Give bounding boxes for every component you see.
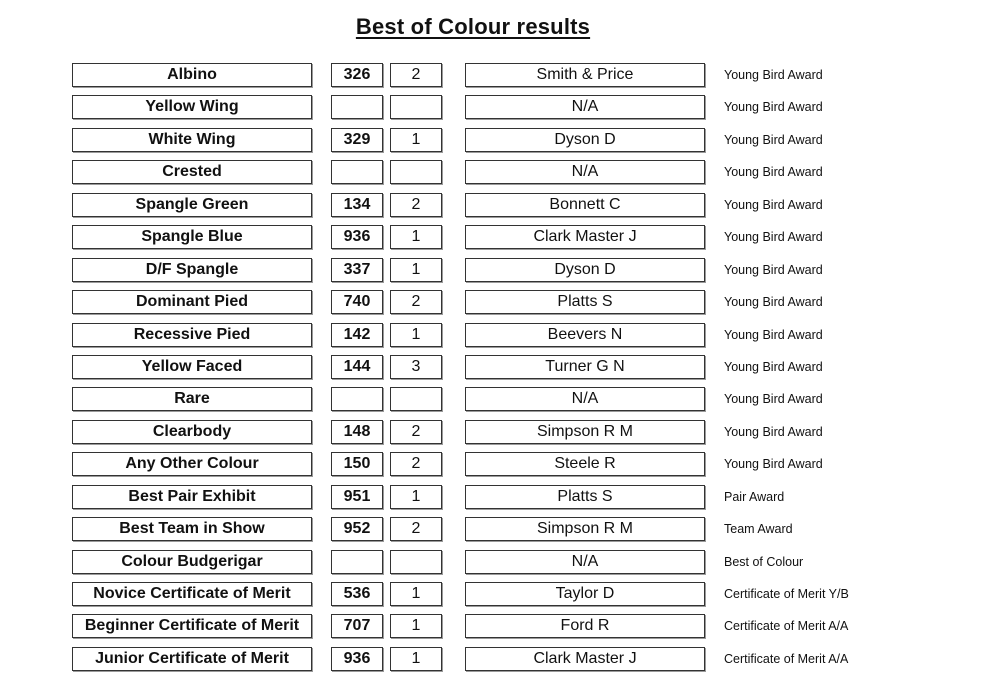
place-cell: 2 [390, 420, 442, 444]
result-row [0, 582, 1000, 614]
winner-cell: Dyson D [465, 128, 705, 152]
award-label: Pair Award [724, 489, 785, 504]
category-cell: D/F Spangle [72, 258, 312, 282]
place-cell: 1 [390, 258, 442, 282]
ring-number-cell: 952 [331, 517, 383, 541]
result-row [0, 550, 1000, 582]
winner-cell: Platts S [465, 485, 705, 509]
result-row [0, 355, 1000, 387]
award-label: Young Bird Award [724, 68, 823, 82]
result-row [0, 452, 1000, 484]
ring-number-cell: 148 [331, 420, 383, 444]
ring-number-cell: 134 [331, 193, 383, 217]
award-label: Young Bird Award [724, 262, 823, 277]
award-label: Young Bird Award [724, 230, 823, 245]
winner-cell: Turner G N [465, 355, 705, 379]
ring-number-cell: 329 [331, 128, 383, 152]
result-row [0, 485, 1000, 517]
results-list [0, 63, 1000, 679]
award-label: Young Bird Award [724, 392, 823, 407]
award-label: Young Bird Award [724, 424, 823, 439]
winner-cell: Ford R [465, 614, 705, 638]
result-row [0, 95, 1000, 127]
winner-cell: Steele R [465, 452, 705, 476]
award-label: Best of Colour [724, 554, 804, 569]
place-cell: 1 [390, 485, 442, 509]
ring-number-cell: 536 [331, 582, 383, 606]
winner-cell: Taylor D [465, 582, 705, 606]
ring-number-cell: 337 [331, 258, 383, 282]
award-label: Young Bird Award [724, 295, 823, 310]
place-cell [390, 160, 442, 184]
winner-cell: Beevers N [465, 323, 705, 347]
result-row [0, 290, 1000, 322]
category-cell: Any Other Colour [72, 452, 312, 476]
winner-cell: Clark Master J [465, 647, 705, 671]
place-cell: 1 [390, 647, 442, 671]
winner-cell: Dyson D [465, 258, 705, 282]
ring-number-cell: 936 [331, 225, 383, 249]
category-cell: Dominant Pied [72, 290, 312, 314]
category-cell: Junior Certificate of Merit [72, 647, 312, 671]
ring-number-cell: 150 [331, 452, 383, 476]
place-cell: 2 [390, 193, 442, 217]
result-row [0, 160, 1000, 192]
ring-number-cell: 936 [331, 647, 383, 671]
award-label: Certificate of Merit A/A [724, 619, 849, 634]
ring-number-cell: 951 [331, 485, 383, 509]
result-row [0, 517, 1000, 549]
place-cell: 1 [390, 225, 442, 249]
place-cell: 2 [390, 452, 442, 476]
winner-cell: Clark Master J [465, 225, 705, 249]
result-row [0, 193, 1000, 225]
category-cell: Albino [72, 63, 312, 87]
winner-cell: Platts S [465, 290, 705, 314]
place-cell: 2 [390, 517, 442, 541]
place-cell: 2 [390, 63, 442, 87]
category-cell: Recessive Pied [72, 323, 312, 347]
category-cell: Novice Certificate of Merit [72, 582, 312, 606]
category-cell: Yellow Faced [72, 355, 312, 379]
category-cell: Best Pair Exhibit [72, 485, 312, 509]
award-label: Certificate of Merit Y/B [724, 587, 849, 601]
category-cell: Clearbody [72, 420, 312, 444]
category-cell: Best Team in Show [72, 517, 312, 541]
winner-cell: N/A [465, 387, 705, 411]
winner-cell: N/A [465, 160, 705, 184]
award-label: Team Award [724, 522, 793, 537]
award-label: Young Bird Award [724, 197, 823, 212]
place-cell: 1 [390, 582, 442, 606]
result-row [0, 258, 1000, 290]
ring-number-cell: 144 [331, 355, 383, 379]
winner-cell: Smith & Price [465, 63, 705, 87]
place-cell: 2 [390, 290, 442, 314]
result-row [0, 128, 1000, 160]
ring-number-cell: 707 [331, 614, 383, 638]
winner-cell: Simpson R M [465, 517, 705, 541]
result-row [0, 647, 1000, 679]
winner-cell: Simpson R M [465, 420, 705, 444]
category-cell: Yellow Wing [72, 95, 312, 119]
ring-number-cell [331, 387, 383, 411]
result-row [0, 420, 1000, 452]
category-cell: Rare [72, 387, 312, 411]
ring-number-cell [331, 95, 383, 119]
winner-cell: N/A [465, 550, 705, 574]
ring-number-cell: 142 [331, 323, 383, 347]
place-cell [390, 387, 442, 411]
award-label: Young Bird Award [724, 327, 823, 342]
winner-cell: Bonnett C [465, 193, 705, 217]
result-row [0, 614, 1000, 646]
winner-cell: N/A [465, 95, 705, 119]
category-cell: White Wing [72, 128, 312, 152]
category-cell: Spangle Green [72, 193, 312, 217]
place-cell [390, 550, 442, 574]
result-row [0, 225, 1000, 257]
award-label: Certificate of Merit A/A [724, 651, 849, 666]
ring-number-cell: 326 [331, 63, 383, 87]
page-title: Best of Colour results [355, 14, 591, 39]
result-row [0, 63, 1000, 95]
award-label: Young Bird Award [724, 165, 823, 180]
category-cell: Beginner Certificate of Merit [72, 614, 312, 638]
result-row [0, 323, 1000, 355]
category-cell: Colour Budgerigar [72, 550, 312, 574]
ring-number-cell [331, 160, 383, 184]
award-label: Young Bird Award [724, 457, 823, 472]
ring-number-cell: 740 [331, 290, 383, 314]
place-cell [390, 95, 442, 119]
award-label: Young Bird Award [724, 132, 823, 147]
award-label: Young Bird Award [724, 359, 823, 374]
place-cell: 1 [390, 128, 442, 152]
ring-number-cell [331, 550, 383, 574]
result-row [0, 387, 1000, 419]
place-cell: 1 [390, 323, 442, 347]
award-label: Young Bird Award [724, 100, 823, 115]
category-cell: Crested [72, 160, 312, 184]
category-cell: Spangle Blue [72, 225, 312, 249]
place-cell: 3 [390, 355, 442, 379]
place-cell: 1 [390, 614, 442, 638]
